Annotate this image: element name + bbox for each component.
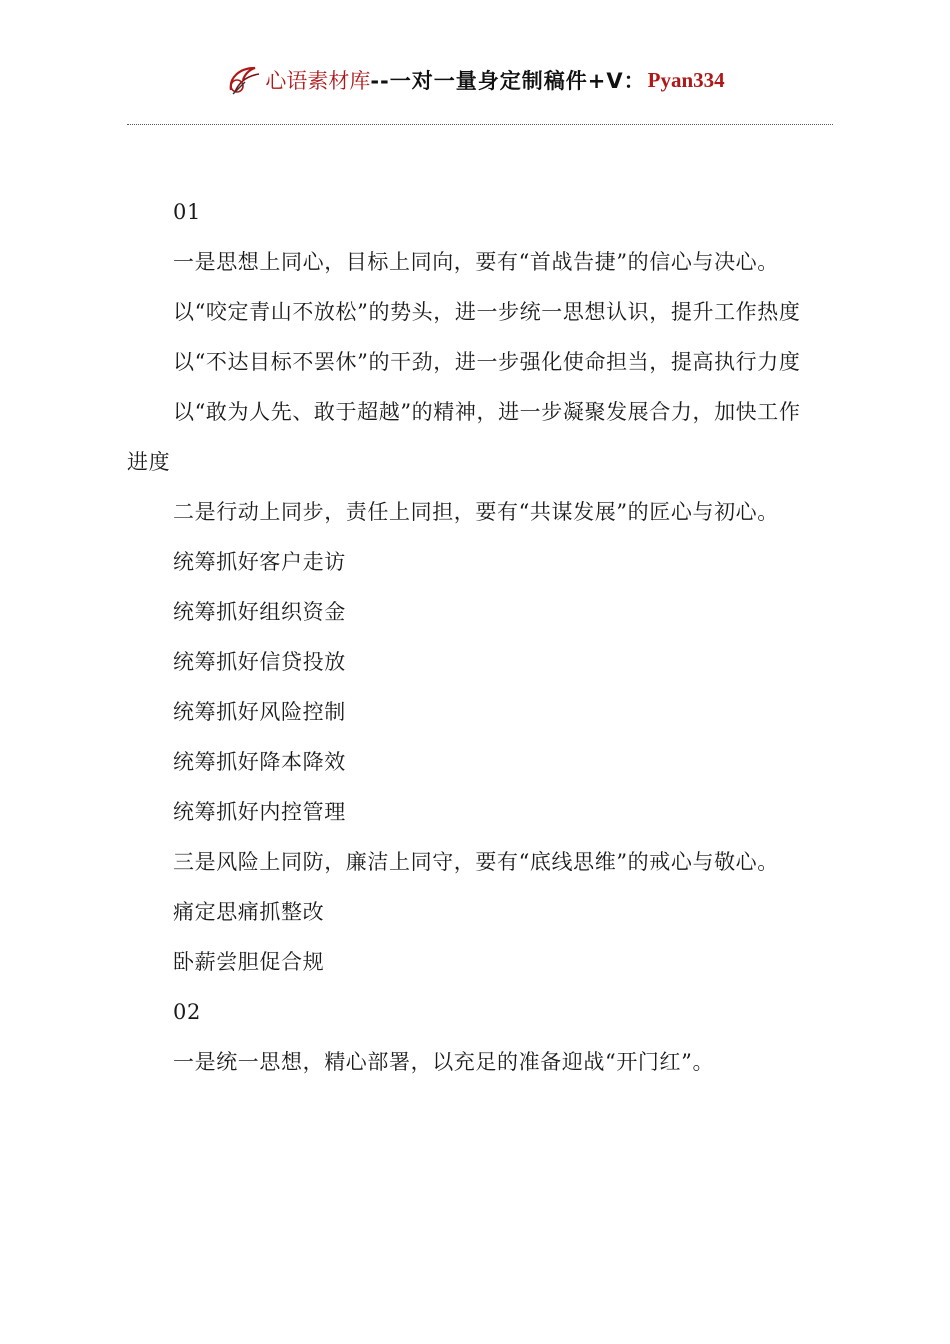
header-banner xyxy=(225,60,724,100)
list-item: 痛定思痛抓整改 xyxy=(173,900,325,924)
contact-id: Pyan334 xyxy=(647,67,725,92)
header-slogan: --一对一量身定制稿件+V： xyxy=(370,69,646,93)
quill-pen-icon xyxy=(225,60,265,100)
list-item: 统筹抓好信贷投放 xyxy=(173,650,346,674)
paragraph: 以“不达目标不罢休”的干劲，进一步强化使命担当，提高执行力度 xyxy=(173,350,801,374)
list-item: 统筹抓好客户走访 xyxy=(173,550,346,574)
list-item: 统筹抓好降本降效 xyxy=(173,750,346,774)
paragraph: 以“敢为人先、敢于超越”的精神，进一步凝聚发展合力，加快工作进度 xyxy=(127,400,801,474)
paragraph: 以“咬定青山不放松”的势头，进一步统一思想认识，提升工作热度 xyxy=(173,300,801,324)
section-number: 02 xyxy=(173,1000,201,1024)
paragraph: 三是风险上同防，廉洁上同守，要有“底线思维”的戒心与敬心。 xyxy=(173,850,779,874)
list-item: 统筹抓好内控管理 xyxy=(173,800,346,824)
brand-name: 心语素材库 xyxy=(265,69,371,93)
list-item: 统筹抓好组织资金 xyxy=(173,600,346,624)
paragraph: 一是思想上同心，目标上同向，要有“首战告捷”的信心与决心。 xyxy=(173,250,779,274)
list-item: 统筹抓好风险控制 xyxy=(173,700,346,724)
paragraph: 一是统一思想，精心部署，以充足的准备迎战“开门红”。 xyxy=(173,1050,715,1074)
page-header xyxy=(0,60,950,104)
paragraph: 二是行动上同步，责任上同担，要有“共谋发展”的匠心与初心。 xyxy=(173,500,779,524)
list-item: 卧薪尝胆促合规 xyxy=(173,950,325,974)
document-body xyxy=(127,187,847,1087)
section-number: 01 xyxy=(173,200,201,224)
header-divider xyxy=(127,124,833,125)
